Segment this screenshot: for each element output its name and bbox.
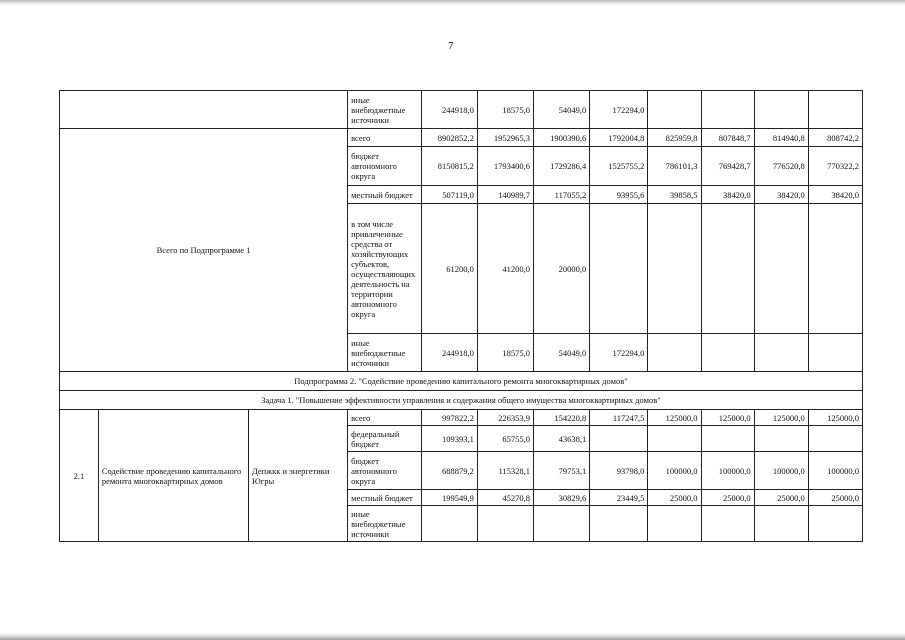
item-name: Содействие проведению капитального ремонта многоквартирных домов bbox=[98, 410, 248, 542]
source-label: иные внебюджетные источники bbox=[348, 334, 422, 372]
source-label: федеральный бюджет bbox=[348, 426, 422, 452]
amount-cell bbox=[648, 506, 701, 542]
amount-cell: 244918,0 bbox=[421, 91, 477, 129]
amount-cell: 808742,2 bbox=[808, 129, 862, 147]
source-label: иные внебюджетные источники bbox=[348, 506, 422, 542]
amount-cell bbox=[648, 334, 701, 372]
source-label: местный бюджет bbox=[348, 490, 422, 506]
subprogram2-title: Подпрограмма 2. "Содействие проведению капитального ремонта многоквартирных домов" bbox=[60, 372, 863, 391]
amount-cell: 125000,0 bbox=[648, 410, 701, 426]
amount-cell: 140989,7 bbox=[477, 186, 533, 204]
amount-cell bbox=[808, 91, 862, 129]
amount-cell: 8902852,2 bbox=[421, 129, 477, 147]
amount-cell: 807848,7 bbox=[701, 129, 754, 147]
amount-cell: 100000,0 bbox=[808, 452, 862, 490]
amount-cell: 507119,0 bbox=[421, 186, 477, 204]
continued-cell bbox=[60, 91, 348, 129]
amount-cell: 125000,0 bbox=[808, 410, 862, 426]
amount-cell: 54049,0 bbox=[534, 91, 590, 129]
amount-cell: 43638,1 bbox=[534, 426, 590, 452]
amount-cell: 30829,6 bbox=[534, 490, 590, 506]
amount-cell bbox=[754, 506, 808, 542]
source-label: всего bbox=[348, 410, 422, 426]
amount-cell: 115328,1 bbox=[477, 452, 533, 490]
amount-cell: 117247,5 bbox=[590, 410, 648, 426]
item-executor: Депжкк и энергетики Югры bbox=[248, 410, 347, 542]
table-row bbox=[60, 372, 863, 391]
amount-cell bbox=[590, 204, 648, 334]
amount-cell: 997822,2 bbox=[421, 410, 477, 426]
amount-cell: 688879,2 bbox=[421, 452, 477, 490]
amount-cell: 770322,2 bbox=[808, 147, 862, 186]
amount-cell: 93798,0 bbox=[590, 452, 648, 490]
amount-cell: 23449,5 bbox=[590, 490, 648, 506]
amount-cell: 79753,1 bbox=[534, 452, 590, 490]
amount-cell: 154220,8 bbox=[534, 410, 590, 426]
amount-cell: 117055,2 bbox=[534, 186, 590, 204]
amount-cell: 25000,0 bbox=[648, 490, 701, 506]
amount-cell bbox=[754, 91, 808, 129]
subprogram1-total-label: Всего по Подпрограмме 1 bbox=[60, 129, 348, 372]
source-label: в том числе привлеченные средства от хозяйствующих субъектов, осуществляющих деятельность на территории автономного округа bbox=[348, 204, 422, 334]
amount-cell: 786101,3 bbox=[648, 147, 701, 186]
amount-cell: 1952965,3 bbox=[477, 129, 533, 147]
amount-cell: 41200,0 bbox=[477, 204, 533, 334]
amount-cell bbox=[590, 426, 648, 452]
amount-cell bbox=[808, 426, 862, 452]
amount-cell: 769428,7 bbox=[701, 147, 754, 186]
amount-cell bbox=[808, 204, 862, 334]
amount-cell: 20000,0 bbox=[534, 204, 590, 334]
amount-cell bbox=[701, 426, 754, 452]
amount-cell: 100000,0 bbox=[701, 452, 754, 490]
amount-cell: 8150815,2 bbox=[421, 147, 477, 186]
amount-cell: 109393,1 bbox=[421, 426, 477, 452]
amount-cell: 1900390,6 bbox=[534, 129, 590, 147]
source-label: иные внебюджетные источники bbox=[348, 91, 422, 129]
amount-cell: 125000,0 bbox=[701, 410, 754, 426]
amount-cell: 25000,0 bbox=[754, 490, 808, 506]
scan-edge-top bbox=[0, 0, 905, 6]
amount-cell bbox=[754, 334, 808, 372]
program-funding-table bbox=[59, 90, 863, 542]
amount-cell bbox=[701, 334, 754, 372]
amount-cell: 38420,0 bbox=[754, 186, 808, 204]
amount-cell: 61200,0 bbox=[421, 204, 477, 334]
amount-cell: 776520,8 bbox=[754, 147, 808, 186]
amount-cell: 125000,0 bbox=[754, 410, 808, 426]
amount-cell: 54049,0 bbox=[534, 334, 590, 372]
amount-cell: 18575,0 bbox=[477, 334, 533, 372]
amount-cell: 65755,0 bbox=[477, 426, 533, 452]
amount-cell: 172294,0 bbox=[590, 91, 648, 129]
amount-cell: 172294,0 bbox=[590, 334, 648, 372]
table-row bbox=[60, 129, 863, 147]
amount-cell: 226353,9 bbox=[477, 410, 533, 426]
amount-cell: 18575,0 bbox=[477, 91, 533, 129]
amount-cell: 1793400,6 bbox=[477, 147, 533, 186]
source-label: всего bbox=[348, 129, 422, 147]
source-label: местный бюджет bbox=[348, 186, 422, 204]
amount-cell: 1729286,4 bbox=[534, 147, 590, 186]
source-label: бюджет автономного округа bbox=[348, 147, 422, 186]
table-row bbox=[60, 410, 863, 426]
amount-cell: 825959,8 bbox=[648, 129, 701, 147]
amount-cell bbox=[648, 91, 701, 129]
amount-cell bbox=[701, 204, 754, 334]
amount-cell bbox=[421, 506, 477, 542]
amount-cell: 199549,9 bbox=[421, 490, 477, 506]
amount-cell bbox=[808, 506, 862, 542]
amount-cell bbox=[754, 204, 808, 334]
amount-cell: 814940,8 bbox=[754, 129, 808, 147]
amount-cell: 25000,0 bbox=[808, 490, 862, 506]
source-label: бюджет автономного округа bbox=[348, 452, 422, 490]
scan-edge-bottom bbox=[0, 633, 905, 640]
amount-cell: 25000,0 bbox=[701, 490, 754, 506]
table-row bbox=[60, 391, 863, 410]
amount-cell: 100000,0 bbox=[648, 452, 701, 490]
amount-cell bbox=[701, 506, 754, 542]
amount-cell bbox=[590, 506, 648, 542]
amount-cell bbox=[534, 506, 590, 542]
amount-cell: 38420,0 bbox=[701, 186, 754, 204]
amount-cell: 93955,6 bbox=[590, 186, 648, 204]
amount-cell: 39858,5 bbox=[648, 186, 701, 204]
table-row bbox=[60, 91, 863, 129]
amount-cell: 45270,8 bbox=[477, 490, 533, 506]
amount-cell bbox=[648, 204, 701, 334]
amount-cell: 100000,0 bbox=[754, 452, 808, 490]
amount-cell bbox=[808, 334, 862, 372]
amount-cell: 1525755,2 bbox=[590, 147, 648, 186]
page-number: 7 bbox=[448, 40, 454, 52]
amount-cell bbox=[648, 426, 701, 452]
task1-title: Задача 1. "Повышение эффективности управления и содержания общего имущества многоквартирных домов" bbox=[60, 391, 863, 410]
amount-cell: 1792004,8 bbox=[590, 129, 648, 147]
item-number: 2.1 bbox=[60, 410, 99, 542]
amount-cell: 244918,0 bbox=[421, 334, 477, 372]
amount-cell bbox=[701, 91, 754, 129]
amount-cell: 38420,0 bbox=[808, 186, 862, 204]
amount-cell bbox=[477, 506, 533, 542]
amount-cell bbox=[754, 426, 808, 452]
